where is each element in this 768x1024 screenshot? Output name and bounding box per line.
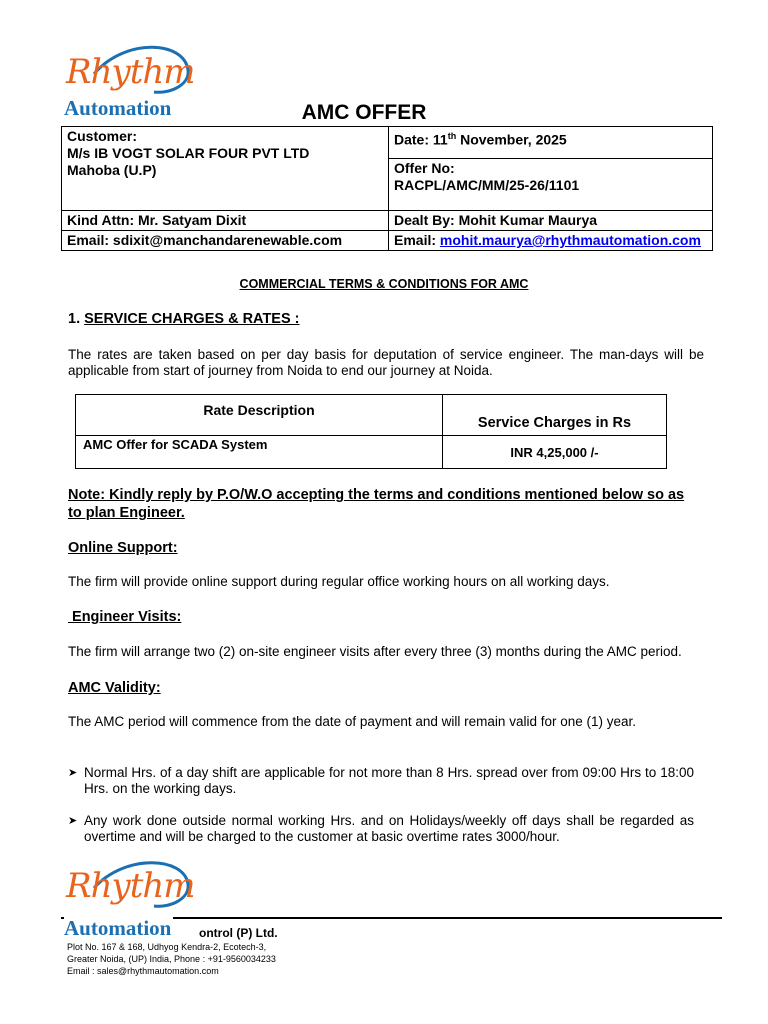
arrow-bullet-icon: ➤ — [68, 767, 78, 779]
customer-details-table — [61, 126, 713, 251]
dealer-email-cell — [389, 231, 713, 251]
footer-logo — [64, 860, 194, 942]
offer-no-label: Offer No: — [394, 160, 455, 176]
dealt-by: Dealt By: Mohit Kumar Maurya — [394, 212, 598, 228]
date-rest: November, 2025 — [456, 131, 567, 148]
kind-attn-cell — [62, 211, 389, 231]
rate-row-charge-cell — [443, 436, 667, 469]
customer-email: Email: sdixit@manchandarenewable.com — [67, 232, 343, 248]
customer-name: M/s IB VOGT SOLAR FOUR PVT LTD — [67, 145, 310, 161]
footer-logo-word-text: Automation — [64, 916, 172, 940]
date-cell — [389, 127, 713, 159]
rate-description-header-text: Rate Description — [203, 402, 315, 418]
customer-cell — [62, 127, 389, 211]
offer-no-value: RACPL/AMC/MM/25-26/1101 — [394, 177, 580, 193]
date-superscript: th — [447, 131, 457, 141]
rate-row-charge: INR 4,25,000 /- — [510, 444, 599, 460]
list-item — [68, 813, 694, 845]
section1-number: 1. — [68, 311, 85, 327]
logo-word-text: Automation — [64, 96, 172, 120]
footer-email: Email : sales@rhythmautomation.com — [67, 966, 219, 976]
customer-location: Mahoba (U.P) — [67, 162, 157, 178]
offer-no-cell — [389, 159, 713, 211]
customer-label: Customer: — [67, 128, 138, 144]
footer-address-line1: Plot No. 167 & 168, Udhyog Kendra-2, Ecotech-3, — [67, 942, 267, 952]
date-label: Date: 11 — [394, 131, 448, 148]
note-text: Note: Kindly reply by P.O/W.O accepting the terms and conditions mentioned below so as to plan Engineer. — [68, 487, 685, 521]
amc-validity-text: The AMC period will commence from the date of payment and will remain valid for one (1) year. — [68, 714, 637, 729]
online-support-heading: Online Support: — [68, 540, 178, 556]
rate-description-header — [76, 395, 443, 436]
section1-heading — [68, 311, 300, 327]
section1-text: The rates are taken based on per day basis for deputation of service engineer. The man-days will be applicable from start of journey from Noida to end our journey at Noida. — [68, 347, 704, 378]
rate-row-desc: AMC Offer for SCADA System — [83, 437, 268, 452]
customer-email-cell — [62, 231, 389, 251]
footer-company-name: ontrol (P) Ltd. — [199, 926, 278, 940]
footer-address-line2: Greater Noida, (UP) India, Phone : +91-9560034233 — [67, 954, 276, 964]
footer-logo-script-text: Rhythm — [66, 866, 195, 906]
dealer-email-label: Email: — [394, 232, 440, 248]
kind-attn: Kind Attn: Mr. Satyam Dixit — [67, 212, 247, 228]
dealt-by-cell — [389, 211, 713, 231]
bullet-text: Any work done outside normal working Hrs. and on Holidays/weekly off days shall be regarded as overtime and will be charged to the customer at basic overtime rates 3000/hour. — [84, 813, 694, 844]
arrow-bullet-icon: ➤ — [68, 815, 78, 827]
commercial-terms-title: COMMERCIAL TERMS & CONDITIONS FOR AMC — [239, 277, 529, 291]
online-support-text: The firm will provide online support during regular office working hours on all working days. — [68, 574, 610, 589]
rate-table — [75, 394, 667, 469]
bullet-text: Normal Hrs. of a day shift are applicable for not more than 8 Hrs. spread over from 09:00 Hrs to 18:00 Hrs. on the working days. — [84, 765, 694, 796]
engineer-visits-heading: Engineer Visits: — [68, 609, 182, 625]
service-charges-header — [443, 395, 667, 436]
service-charges-header-text: Service Charges in Rs — [477, 415, 632, 431]
amc-validity-heading: AMC Validity: — [68, 680, 161, 696]
logo-script-text: Rhythm — [66, 52, 195, 92]
engineer-visits-text: The firm will arrange two (2) on-site engineer visits after every three (3) months during the AMC period. — [68, 644, 682, 659]
list-item — [68, 765, 694, 797]
section1-title: SERVICE CHARGES & RATES : — [84, 311, 300, 327]
rate-row-desc-cell — [76, 436, 443, 469]
dealer-email-link[interactable]: mohit.maurya@rhythmautomation.com — [439, 232, 701, 248]
page-title: AMC OFFER — [301, 101, 427, 124]
